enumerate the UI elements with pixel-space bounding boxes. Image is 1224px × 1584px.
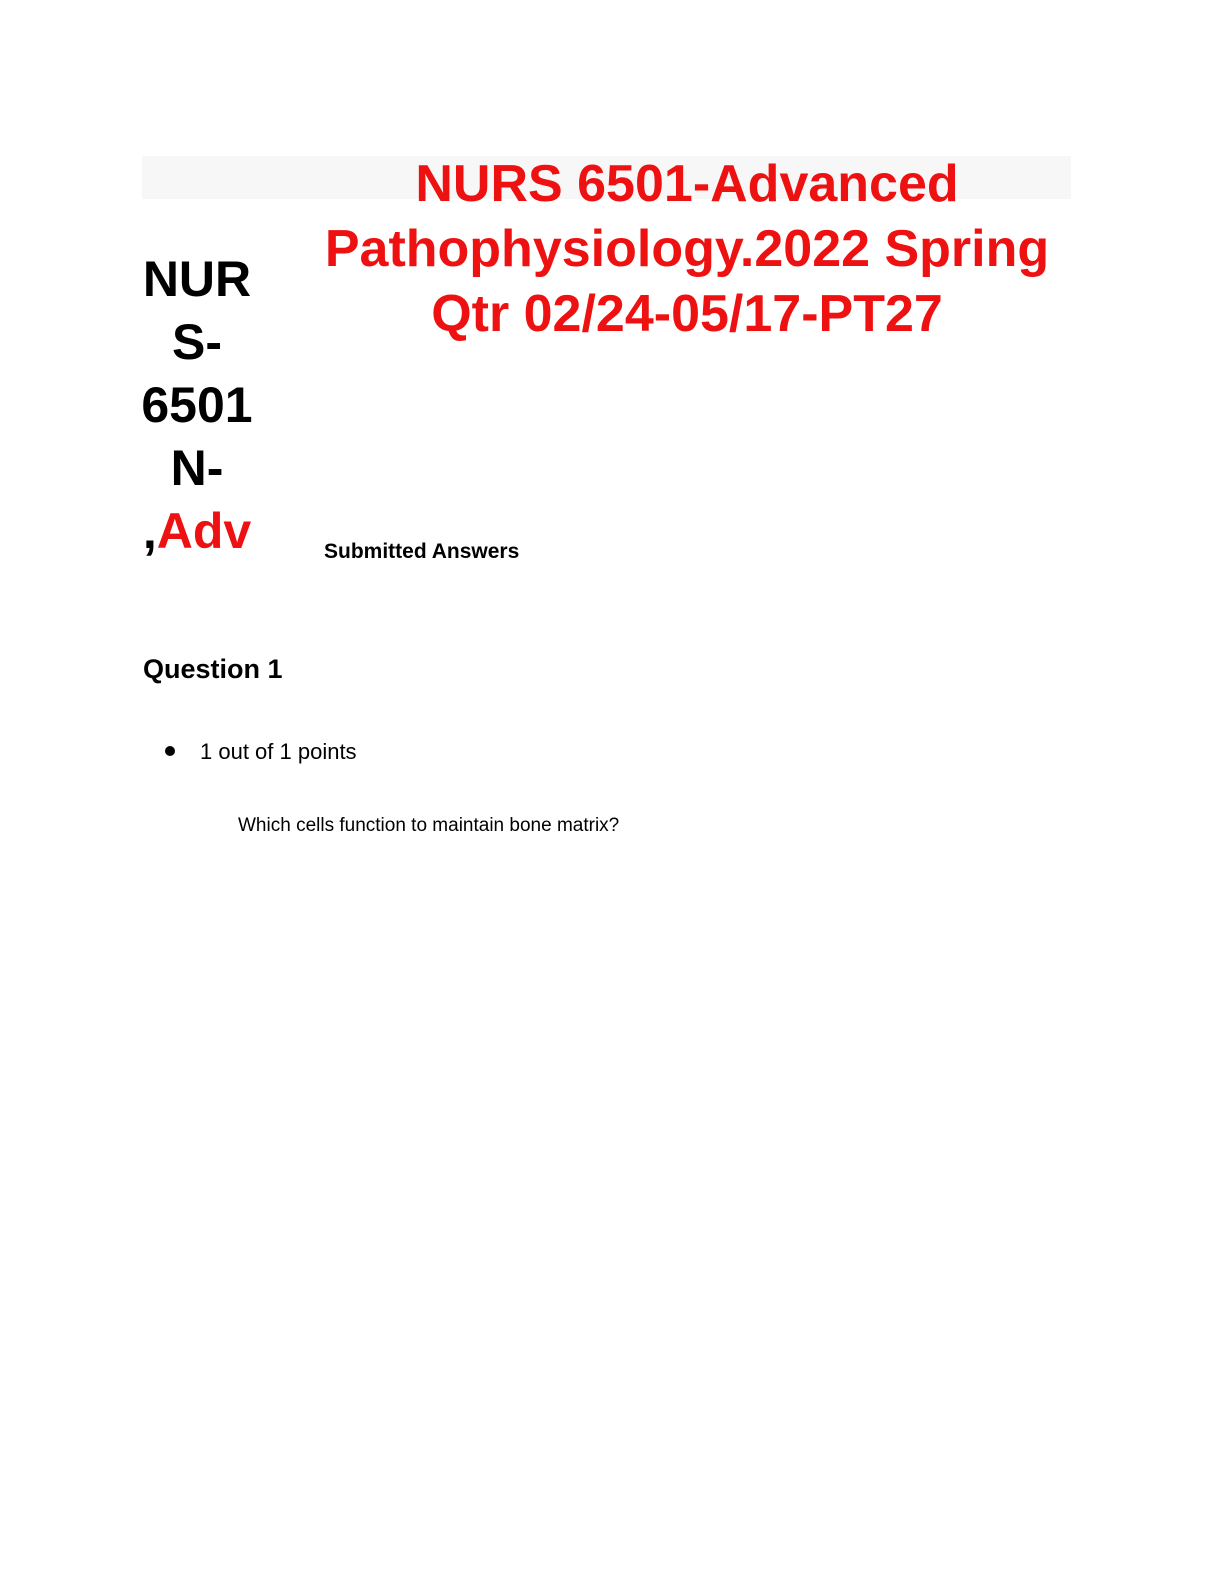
points-score: 1 out of 1 points xyxy=(200,739,357,764)
bullet-icon xyxy=(165,746,175,756)
course-title-line-1: NURS 6501-Advanced xyxy=(415,155,959,213)
question-text: Which cells function to maintain bone matrix? xyxy=(238,815,620,836)
side-code-line-5 xyxy=(126,500,268,563)
course-title-line-2: Pathophysiology.2022 Spring xyxy=(324,220,1050,278)
side-code-line-2: S- xyxy=(172,314,222,370)
submitted-answers-label: Submitted Answers xyxy=(324,540,520,563)
course-title xyxy=(292,152,1082,347)
side-code-comma: , xyxy=(142,503,157,559)
side-code-line-3: 6501 xyxy=(141,377,253,433)
side-code-line-4: N- xyxy=(170,440,224,496)
course-title-line-3: Qtr 02/24-05/17-PT27 xyxy=(431,285,943,343)
side-code-adv: Adv xyxy=(156,503,252,559)
side-course-code xyxy=(126,248,268,563)
question-heading: Question 1 xyxy=(143,654,283,684)
points-list-item xyxy=(160,738,357,766)
side-code-line-1: NUR xyxy=(142,251,252,307)
